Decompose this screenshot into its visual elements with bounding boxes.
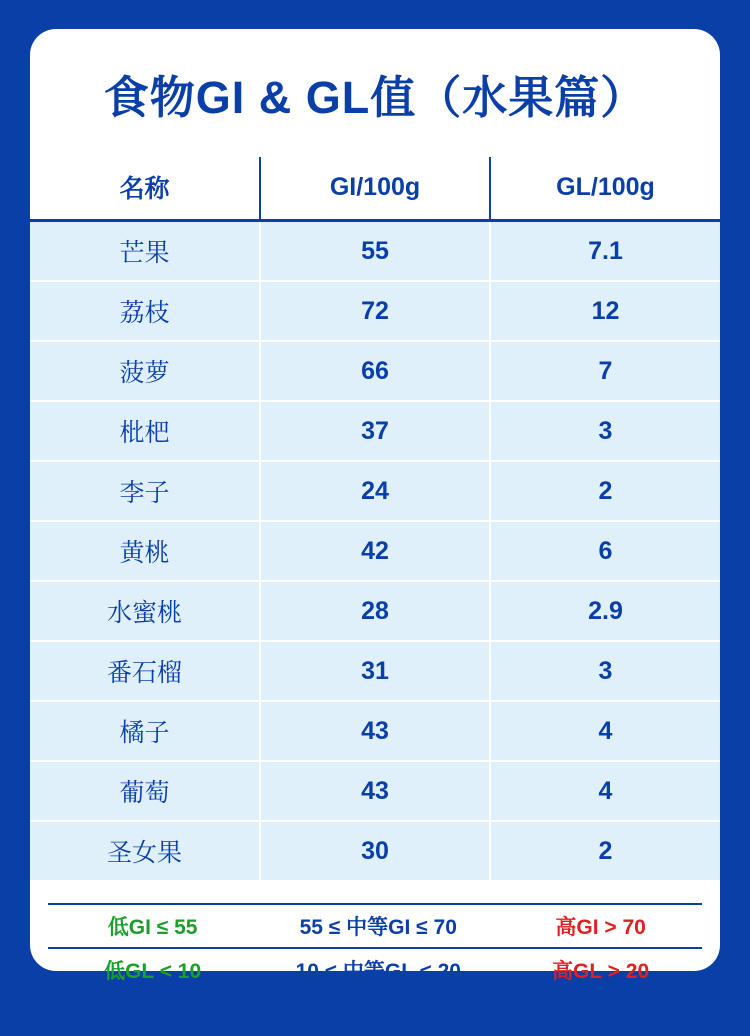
cell-gl: 3 xyxy=(490,401,720,461)
column-header-name: 名称 xyxy=(30,157,260,221)
cell-gl: 4 xyxy=(490,701,720,761)
cell-gl: 7 xyxy=(490,341,720,401)
column-header-gi: GI/100g xyxy=(260,157,490,221)
legend-row-gl xyxy=(48,949,702,993)
legend-gi-mid: 55 ≤ 中等GI ≤ 70 xyxy=(299,916,457,939)
cell-name: 番石榴 xyxy=(30,641,260,701)
legend-gl-low: 低GL < 10 xyxy=(104,960,202,983)
table-row xyxy=(30,281,720,341)
cell-gi: 72 xyxy=(260,281,490,341)
table-row xyxy=(30,581,720,641)
cell-gi: 55 xyxy=(260,221,490,282)
cell-gl: 2 xyxy=(490,461,720,521)
gi-gl-table xyxy=(30,157,720,903)
legend xyxy=(48,903,702,993)
table-row xyxy=(30,521,720,581)
cell-gl: 2.9 xyxy=(490,581,720,641)
legend-gi-high: 高GI > 70 xyxy=(555,916,646,939)
cell-name: 水蜜桃 xyxy=(30,581,260,641)
cell-gl: 4 xyxy=(490,761,720,821)
cell-name: 枇杷 xyxy=(30,401,260,461)
cell-gi: 28 xyxy=(260,581,490,641)
table-body xyxy=(30,221,720,904)
table-spacer-row xyxy=(30,881,720,903)
page-title: 食物GI & GL值（水果篇） xyxy=(103,71,647,123)
cell-gi: 24 xyxy=(260,461,490,521)
cell-gl: 2 xyxy=(490,821,720,881)
cell-gl: 6 xyxy=(490,521,720,581)
title-area xyxy=(30,29,720,157)
cell-name: 荔枝 xyxy=(30,281,260,341)
cell-gl: 12 xyxy=(490,281,720,341)
table-row xyxy=(30,341,720,401)
cell-name: 黄桃 xyxy=(30,521,260,581)
table-row xyxy=(30,761,720,821)
cell-name: 李子 xyxy=(30,461,260,521)
table-header-row xyxy=(30,157,720,221)
cell-gl: 7.1 xyxy=(490,221,720,282)
legend-gi-low: 低GI ≤ 55 xyxy=(107,916,198,939)
table-head xyxy=(30,157,720,221)
table-row xyxy=(30,221,720,282)
cell-gi: 37 xyxy=(260,401,490,461)
cell-gi: 30 xyxy=(260,821,490,881)
cell-gi: 66 xyxy=(260,341,490,401)
cell-gi: 43 xyxy=(260,761,490,821)
column-header-gl: GL/100g xyxy=(490,157,720,221)
legend-gl-high: 高GL > 20 xyxy=(552,960,650,983)
cell-name: 芒果 xyxy=(30,221,260,282)
footnote: *医学科普，仅供参考 xyxy=(52,1014,231,1035)
cell-name: 橘子 xyxy=(30,701,260,761)
table-row xyxy=(30,641,720,701)
cell-gi: 31 xyxy=(260,641,490,701)
cell-gi: 43 xyxy=(260,701,490,761)
table-row xyxy=(30,701,720,761)
table-row xyxy=(30,401,720,461)
legend-gl-mid: 10 < 中等GL < 20 xyxy=(295,960,461,983)
cell-name: 菠萝 xyxy=(30,341,260,401)
cell-gi: 42 xyxy=(260,521,490,581)
legend-row-gi xyxy=(48,905,702,949)
table-row xyxy=(30,821,720,881)
table-row xyxy=(30,461,720,521)
info-card xyxy=(30,29,720,1035)
cell-name: 圣女果 xyxy=(30,821,260,881)
cell-name: 葡萄 xyxy=(30,761,260,821)
cell-gl: 3 xyxy=(490,641,720,701)
